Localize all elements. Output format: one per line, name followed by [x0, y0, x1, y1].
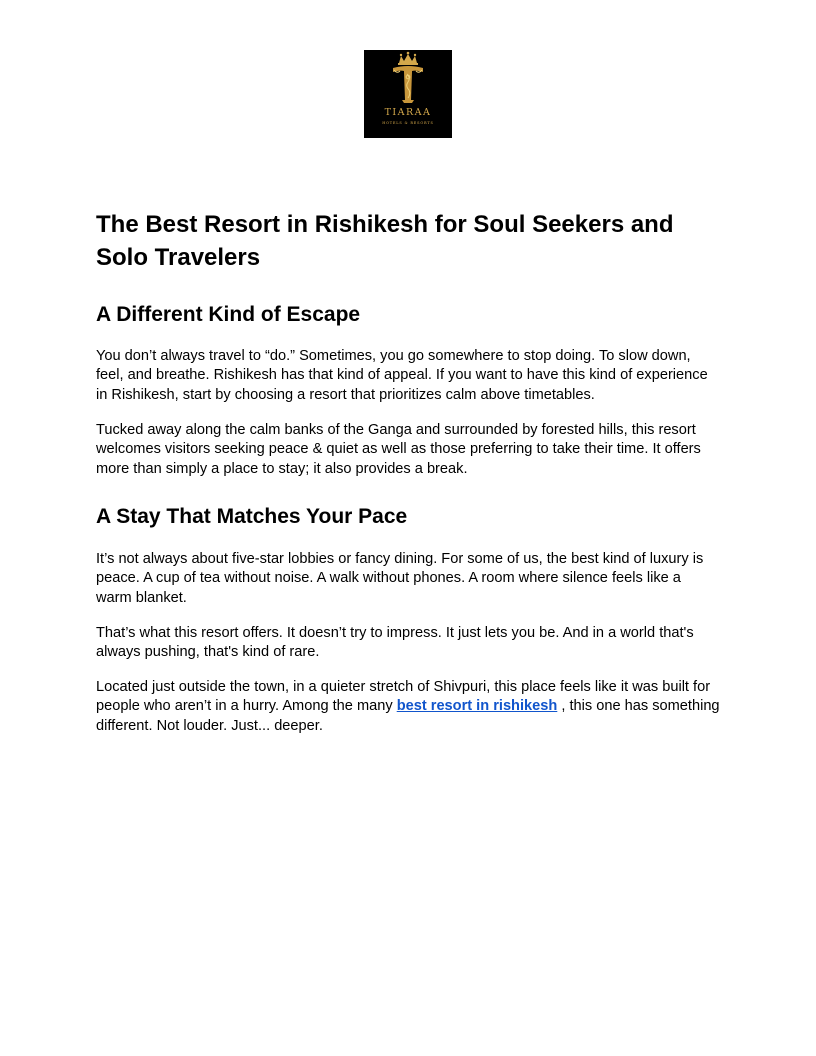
- section-heading-pace: A Stay That Matches Your Pace: [96, 505, 408, 528]
- page-title: The Best Resort in Rishikesh for Soul Seekers and Solo Travelers: [96, 211, 674, 271]
- logo-wordmark: TIARAA: [384, 107, 432, 118]
- tiaraa-logo: [364, 50, 452, 138]
- paragraph-pace-2: That’s what this resort offers. It doesn’t try to impress. It just lets you be. And in a world that's always pushing, that's kind of rare.: [96, 625, 694, 661]
- paragraph-pace-3: [96, 678, 720, 736]
- paragraph-pace-1: It’s not always about five-star lobbies or fancy dining. For some of us, the best kind of luxury is peace. A cup of tea without noise. A walk without phones. A room where silence feels like a warm blanket.: [96, 551, 704, 606]
- paragraph-escape-2: Tucked away along the calm banks of the Ganga and surrounded by forested hills, this resort welcomes visitors seeking peace & quiet as well as those preferring to take their time. It offers more than simply a place to stay; it also provides a break.: [96, 422, 701, 477]
- best-resort-link[interactable]: best resort in rishikesh: [396, 698, 558, 715]
- paragraph-text-before-link: Located just outside the town, in a quieter stretch of Shivpuri, this place feels like it was built for people who aren’t in a hurry. Among the many: [96, 679, 711, 715]
- paragraph-escape-1: You don’t always travel to “do.” Sometimes, you go somewhere to stop doing. To slow down, feel, and breathe. Rishikesh has that kind of appeal. If you want to have this kind of experience in Rishikesh, start by choosing a resort that prioritizes calm above timetables.: [96, 348, 708, 403]
- paragraph-text-after-link: , this one has something different. Not louder. Just... deeper.: [96, 698, 720, 734]
- section-heading-escape: A Different Kind of Escape: [96, 303, 361, 326]
- logo-tagline: HOTELS & RESORTS: [382, 121, 434, 125]
